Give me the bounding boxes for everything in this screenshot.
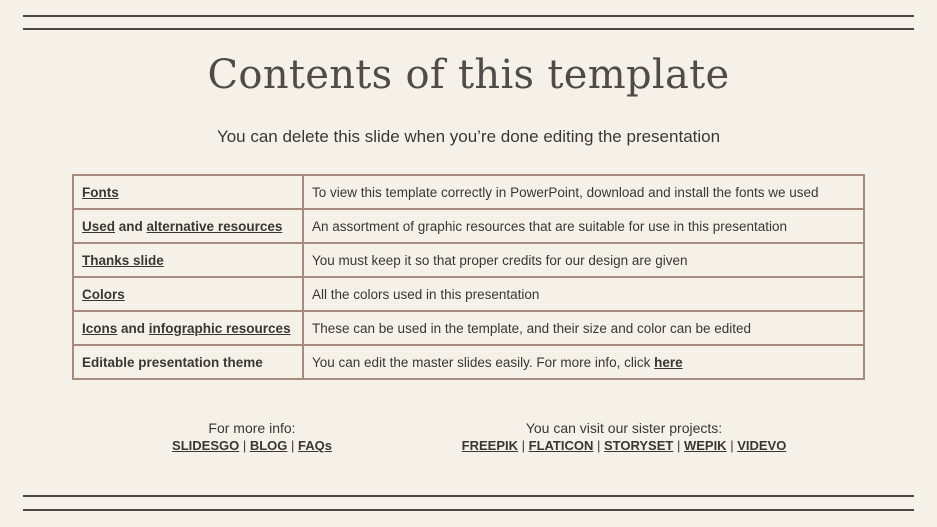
flaticon-link[interactable]: FLATICON — [528, 438, 594, 453]
row-label-cell — [73, 277, 303, 311]
bottom-rule-2 — [23, 509, 914, 511]
table-row — [73, 243, 864, 277]
page-title: Contents of this template — [207, 52, 730, 98]
slidesgo-link[interactable]: SLIDESGO — [172, 438, 240, 453]
here-link[interactable]: here — [654, 354, 683, 370]
separator: | — [726, 438, 738, 453]
top-rule-2 — [23, 28, 914, 30]
freepik-link[interactable]: FREEPIK — [461, 438, 519, 453]
top-rule-1 — [23, 15, 914, 17]
row-description: These can be used in the template, and their size and color can be edited — [303, 311, 864, 345]
page-subtitle: You can delete this slide when you’re done editing the presentation — [216, 127, 721, 146]
footer-more-info-links — [152, 437, 352, 455]
row-label-cell — [73, 243, 303, 277]
table-row — [73, 175, 864, 209]
separator: | — [239, 438, 250, 453]
separator: | — [518, 438, 529, 453]
thanks-slide-link[interactable]: Thanks slide — [82, 252, 164, 268]
table-row — [73, 311, 864, 345]
separator: | — [593, 438, 604, 453]
row-description: You must keep it so that proper credits for our design are given — [303, 243, 864, 277]
bottom-rule-1 — [23, 495, 914, 497]
footer-sister-projects — [444, 419, 804, 455]
footer-more-info — [152, 419, 352, 455]
and-text: and — [115, 218, 147, 234]
alternative-resources-link[interactable]: alternative resources — [146, 218, 283, 234]
used-link[interactable]: Used — [82, 218, 116, 234]
row-description-text: You can edit the master slides easily. For more info, click — [312, 354, 655, 370]
row-label-cell — [73, 175, 303, 209]
wepik-link[interactable]: WEPIK — [683, 438, 727, 453]
table-row — [73, 345, 864, 379]
separator: | — [673, 438, 684, 453]
colors-link[interactable]: Colors — [82, 286, 125, 302]
row-description: To view this template correctly in PowerPoint, download and install the fonts we used — [303, 175, 864, 209]
separator: | — [287, 438, 298, 453]
footer-sister-projects-links — [444, 437, 804, 455]
table-row — [73, 209, 864, 243]
storyset-link[interactable]: STORYSET — [603, 438, 674, 453]
infographic-resources-link[interactable]: infographic resources — [148, 320, 291, 336]
table-row — [73, 277, 864, 311]
and-text: and — [117, 320, 149, 336]
row-description — [303, 345, 864, 379]
footer-more-info-heading: For more info: — [208, 420, 296, 436]
row-label-cell — [73, 209, 303, 243]
row-label-cell — [73, 311, 303, 345]
icons-link[interactable]: Icons — [82, 320, 118, 336]
row-description: An assortment of graphic resources that are suitable for use in this presentation — [303, 209, 864, 243]
row-description: All the colors used in this presentation — [303, 277, 864, 311]
faqs-link[interactable]: FAQs — [298, 438, 332, 453]
footer-sister-projects-heading: You can visit our sister projects: — [525, 420, 723, 436]
blog-link[interactable]: BLOG — [249, 438, 288, 453]
fonts-link[interactable]: Fonts — [82, 184, 119, 200]
videvo-link[interactable]: VIDEVO — [737, 438, 787, 453]
row-label-cell: Editable presentation theme — [73, 345, 303, 379]
contents-table — [72, 174, 865, 380]
